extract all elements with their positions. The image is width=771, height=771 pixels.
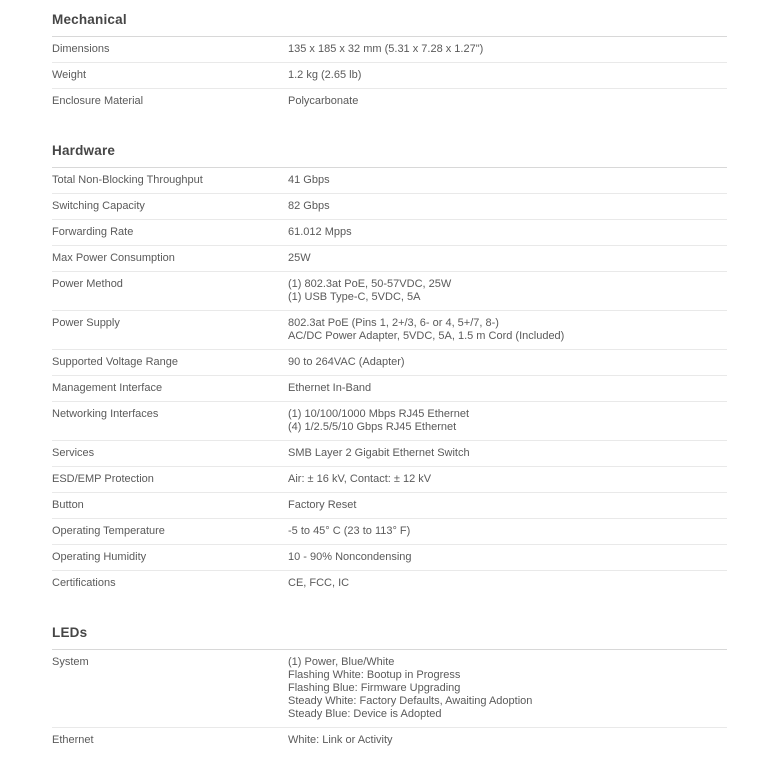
section-rows (52, 168, 727, 596)
spec-value (288, 382, 727, 395)
spec-label: Operating Humidity (52, 551, 147, 563)
table-row (52, 519, 727, 545)
table-row (52, 467, 727, 493)
spec-value (288, 69, 727, 82)
spec-value-line: (1) Power, Blue/White (288, 656, 395, 668)
spec-value-line: 41 Gbps (288, 174, 330, 186)
spec-label: Certifications (52, 577, 116, 589)
spec-label: System (52, 656, 89, 668)
spec-value (288, 317, 727, 343)
spec-value (288, 408, 727, 434)
spec-label: Services (52, 447, 95, 459)
table-row (52, 545, 727, 571)
spec-label: Networking Interfaces (52, 408, 159, 420)
spec-value (288, 356, 727, 369)
spec-value-line: 1.2 kg (2.65 lb) (288, 69, 362, 81)
spec-value (288, 551, 727, 564)
spec-value (288, 577, 727, 590)
spec-label: Management Interface (52, 382, 163, 394)
table-row (52, 168, 727, 194)
spec-value-line: (1) 10/100/1000 Mbps RJ45 Ethernet (288, 408, 470, 420)
spec-value-line: 802.3at PoE (Pins 1, 2+/3, 6- or 4, 5+/7, 8-) (288, 317, 499, 329)
spec-value (288, 200, 727, 213)
spec-label: Max Power Consumption (52, 252, 175, 264)
spec-value-line: White: Link or Activity (288, 734, 393, 746)
spec-label: Operating Temperature (52, 525, 165, 537)
spec-label: Total Non-Blocking Throughput (52, 174, 203, 186)
spec-label: Power Method (52, 278, 123, 290)
table-row (52, 493, 727, 519)
spec-label: ESD/EMP Protection (52, 473, 154, 485)
spec-value-line: Air: ± 16 kV, Contact: ± 12 kV (288, 473, 432, 485)
spec-value-line: 61.012 Mpps (288, 226, 352, 238)
section-title: LEDs (52, 626, 727, 650)
table-row (52, 650, 727, 728)
spec-label: Dimensions (52, 43, 110, 55)
spec-value-line: 90 to 264VAC (Adapter) (288, 356, 405, 368)
spec-value-line: AC/DC Power Adapter, 5VDC, 5A, 1.5 m Cord (Included) (288, 330, 565, 342)
table-row (52, 272, 727, 311)
spec-value-line: SMB Layer 2 Gigabit Ethernet Switch (288, 447, 470, 459)
table-row (52, 246, 727, 272)
spec-label: Ethernet (52, 734, 94, 746)
spec-label: Button (52, 499, 84, 511)
spec-value-line: 82 Gbps (288, 200, 330, 212)
table-row (52, 350, 727, 376)
spec-label: Power Supply (52, 317, 120, 329)
section-title: Mechanical (52, 13, 727, 37)
spec-label: Switching Capacity (52, 200, 145, 212)
spec-label: Enclosure Material (52, 95, 144, 107)
table-row (52, 220, 727, 246)
spec-value (288, 473, 727, 486)
spec-label: Forwarding Rate (52, 226, 134, 238)
spec-value-line: (4) 1/2.5/5/10 Gbps RJ45 Ethernet (288, 421, 457, 433)
spec-value (288, 499, 727, 512)
table-row (52, 194, 727, 220)
spec-value-line: 25W (288, 252, 311, 264)
spec-value-line: (1) 802.3at PoE, 50-57VDC, 25W (288, 278, 452, 290)
spec-value (288, 43, 727, 56)
spec-value (288, 95, 727, 108)
table-row (52, 441, 727, 467)
spec-value (288, 656, 727, 721)
spec-value-line: -5 to 45° C (23 to 113° F) (288, 525, 411, 537)
spec-section (52, 626, 727, 753)
table-row (52, 89, 727, 114)
spec-value-line: Flashing White: Bootup in Progress (288, 669, 461, 681)
spec-label: Supported Voltage Range (52, 356, 178, 368)
spec-value-line: Polycarbonate (288, 95, 359, 107)
spec-value-line: 135 x 185 x 32 mm (5.31 x 7.28 x 1.27") (288, 43, 484, 55)
spec-section (52, 144, 727, 596)
spec-value-line: Steady White: Factory Defaults, Awaiting Adoption (288, 695, 533, 707)
spec-value-line: (1) USB Type-C, 5VDC, 5A (288, 291, 421, 303)
table-row (52, 571, 727, 596)
section-rows (52, 650, 727, 753)
table-row (52, 37, 727, 63)
spec-value-line: Flashing Blue: Firmware Upgrading (288, 682, 461, 694)
spec-sheet (52, 0, 727, 753)
spec-label: Weight (52, 69, 87, 81)
spec-value (288, 226, 727, 239)
table-row (52, 376, 727, 402)
spec-value (288, 447, 727, 460)
spec-value-line: CE, FCC, IC (288, 577, 350, 589)
table-row (52, 728, 727, 753)
section-title: Hardware (52, 144, 727, 168)
spec-section (52, 13, 727, 114)
spec-value (288, 734, 727, 747)
section-rows (52, 37, 727, 114)
spec-value (288, 174, 727, 187)
spec-value (288, 252, 727, 265)
table-row (52, 311, 727, 350)
table-row (52, 63, 727, 89)
table-row (52, 402, 727, 441)
spec-value (288, 278, 727, 304)
spec-value (288, 525, 727, 538)
spec-value-line: 10 - 90% Noncondensing (288, 551, 412, 563)
spec-value-line: Steady Blue: Device is Adopted (288, 708, 442, 720)
spec-value-line: Factory Reset (288, 499, 357, 511)
spec-value-line: Ethernet In-Band (288, 382, 372, 394)
